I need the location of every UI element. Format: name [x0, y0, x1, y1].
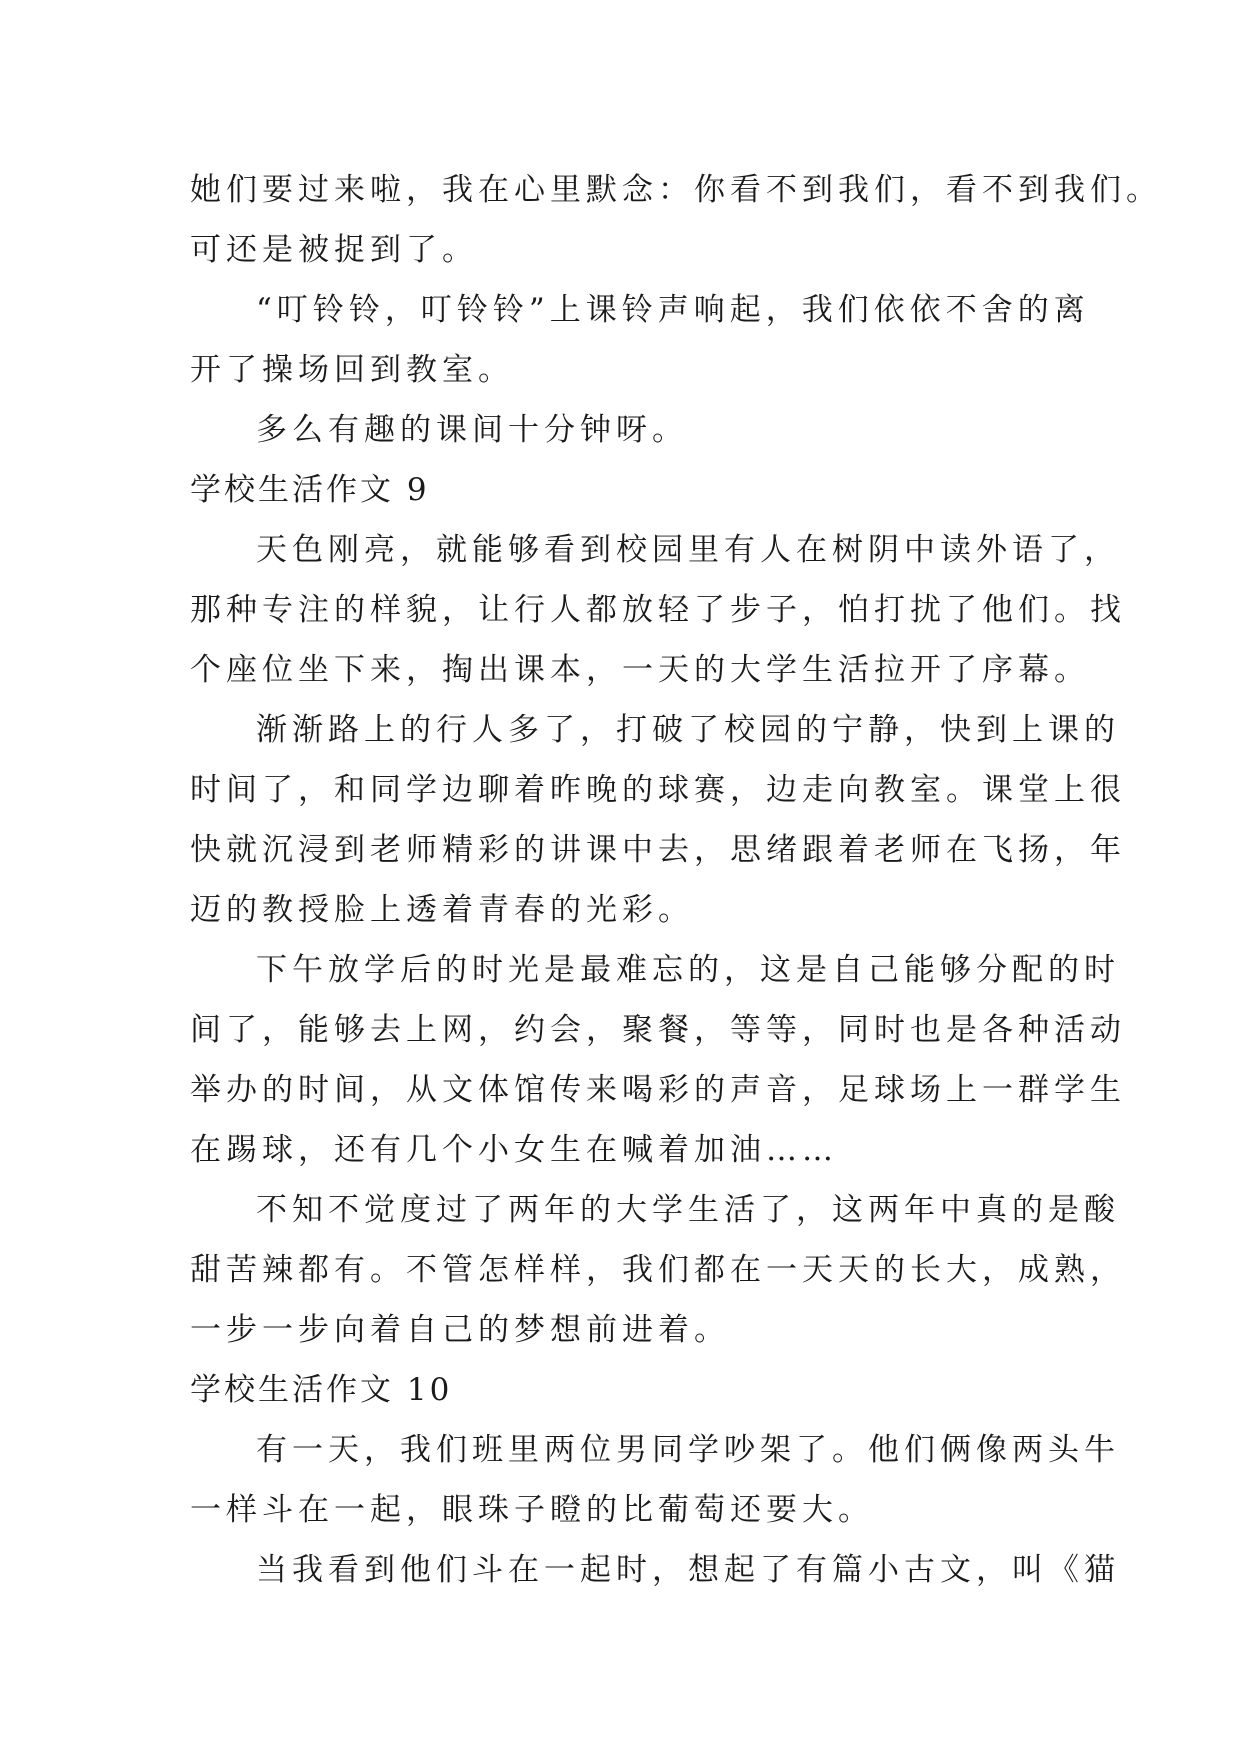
section-heading: 学校生活作文 9 [190, 472, 430, 508]
text-line: 她们要过来啦，我在心里默念：你看不到我们，看不到我们。 [190, 172, 1162, 208]
paragraph-start-line: 多么有趣的课间十分钟呀。 [256, 412, 688, 448]
paragraph-start-line: “叮铃铃，叮铃铃”上课铃声响起，我们依依不舍的离 [256, 292, 1090, 328]
paragraph-start-line: 有一天，我们班里两位男同学吵架了。他们俩像两头牛 [256, 1432, 1120, 1468]
text-line: 一步一步向着自己的梦想前进着。 [190, 1312, 730, 1348]
paragraph-start-line: 下午放学后的时光是最难忘的，这是自己能够分配的时 [256, 952, 1120, 988]
paragraph-start-line: 当我看到他们斗在一起时，想起了有篇小古文，叫《猫 [256, 1552, 1120, 1588]
text-line: 那种专注的样貌，让行人都放轻了步子，怕打扰了他们。找 [190, 592, 1126, 628]
paragraph-start-line: 不知不觉度过了两年的大学生活了，这两年中真的是酸 [256, 1192, 1120, 1228]
document-page [190, 160, 1162, 1600]
text-line: 迈的教授脸上透着青春的光彩。 [190, 892, 694, 928]
text-line: 快就沉浸到老师精彩的讲课中去，思绪跟着老师在飞扬，年 [190, 832, 1126, 868]
text-line: 一样斗在一起，眼珠子瞪的比葡萄还要大。 [190, 1492, 874, 1528]
text-line: 举办的时间，从文体馆传来喝彩的声音，足球场上一群学生 [190, 1072, 1126, 1108]
text-line: 时间了，和同学边聊着昨晚的球赛，边走向教室。课堂上很 [190, 772, 1126, 808]
text-line: 间了，能够去上网，约会，聚餐，等等，同时也是各种活动 [190, 1012, 1126, 1048]
text-line: 在踢球，还有几个小女生在喊着加油…… [190, 1132, 838, 1168]
text-line: 开了操场回到教室。 [190, 352, 514, 388]
text-line: 个座位坐下来，掏出课本，一天的大学生活拉开了序幕。 [190, 652, 1090, 688]
text-line: 甜苦辣都有。不管怎样样，我们都在一天天的长大，成熟， [190, 1252, 1126, 1288]
paragraph-start-line: 天色刚亮，就能够看到校园里有人在树阴中读外语了， [256, 532, 1120, 568]
section-heading: 学校生活作文 10 [190, 1372, 453, 1408]
text-line: 可还是被捉到了。 [190, 232, 478, 268]
paragraph-start-line: 渐渐路上的行人多了，打破了校园的宁静，快到上课的 [256, 712, 1120, 748]
